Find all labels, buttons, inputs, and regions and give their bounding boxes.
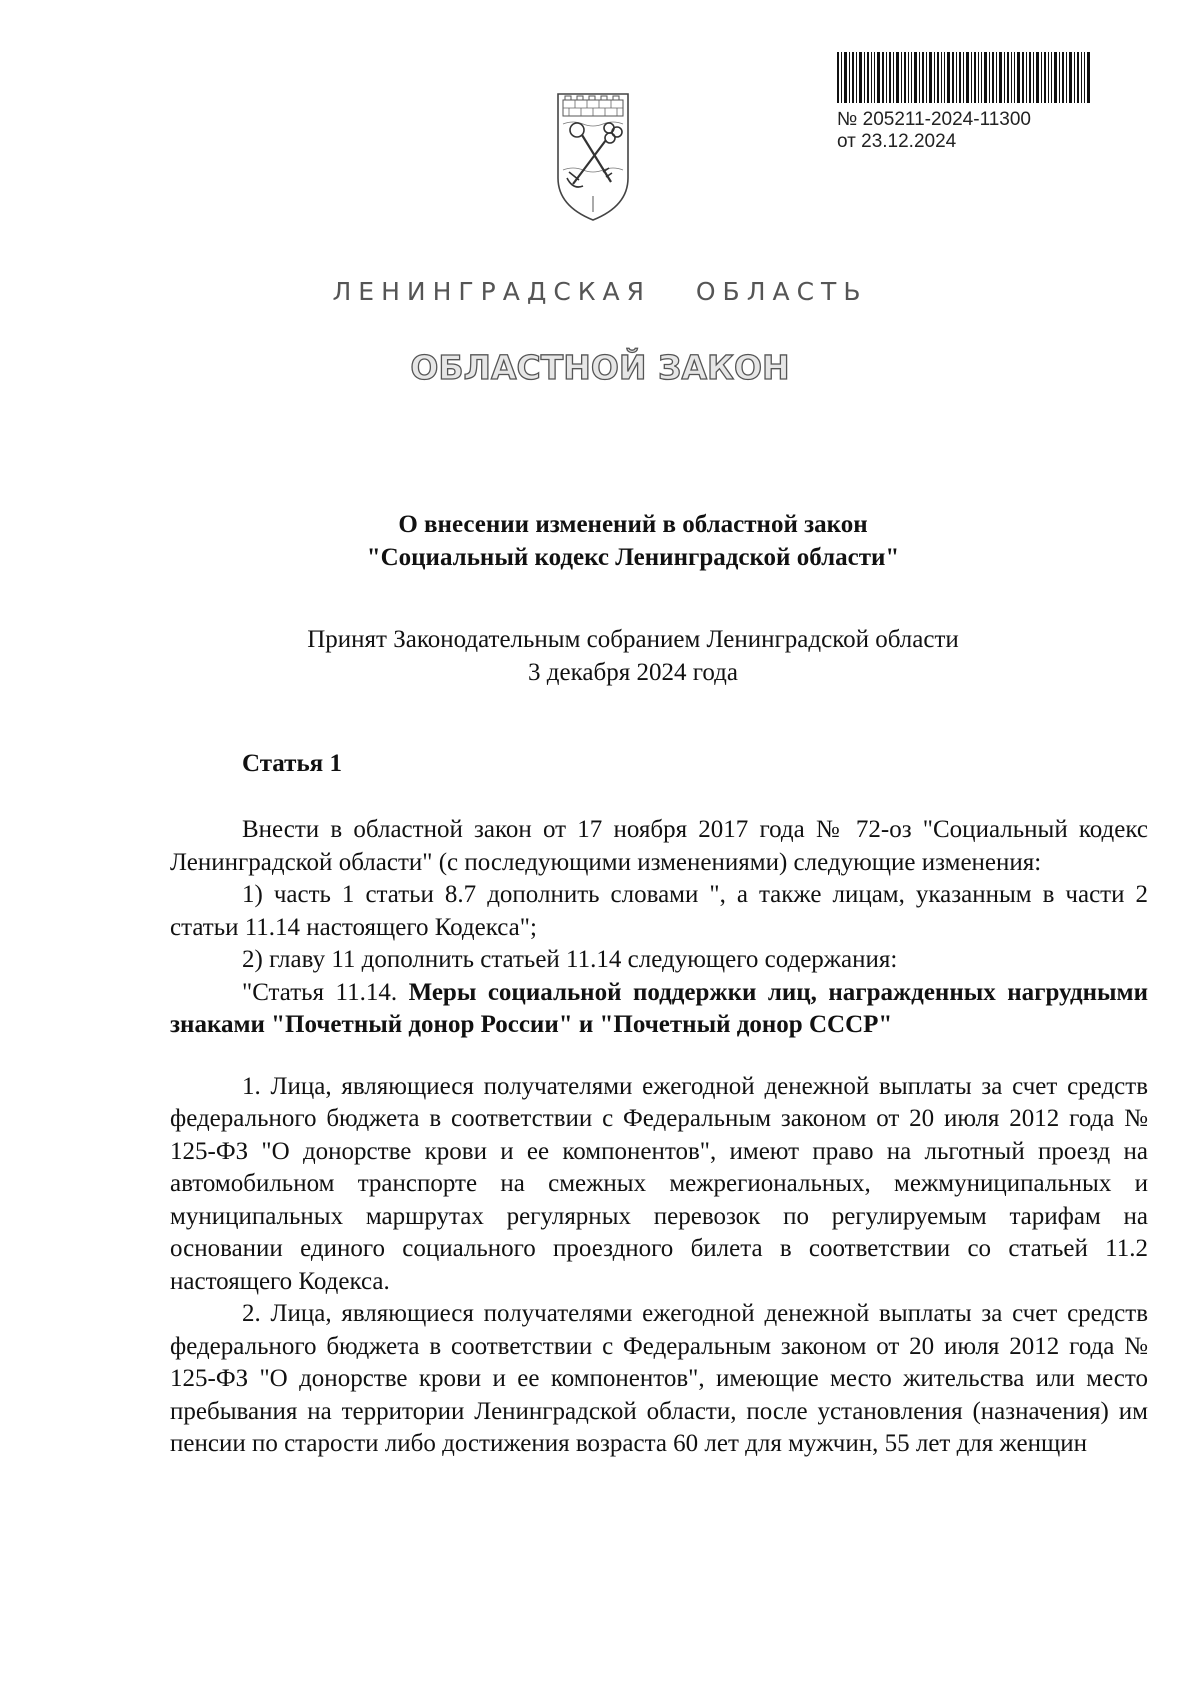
article-intro: Внести в областной закон от 17 ноября 2017 года № 72-оз "Социальный кодекс Ленинградской области" (с последующими изменениями) следующие изменения: bbox=[170, 816, 1148, 876]
new-article-heading bbox=[170, 977, 1148, 1042]
amendment-item-1: 1) часть 1 статьи 8.7 дополнить словами ", а также лицам, указанным в части 2 статьи 11.14 настоящего Кодекса"; bbox=[170, 881, 1148, 941]
article-heading: Статья 1 bbox=[242, 750, 342, 777]
new-article-paragraph-2: 2. Лица, являющиеся получателями ежегодной денежной выплаты за счет средств федерального бюджета в соответствии с Федеральным законом от 20 июля 2012 года № 125-ФЗ "О донорстве крови и ее компонентов", имеющие место жительства или место пребывания на территории Ленинградской области, после установления (назначения) им пенсии по старости либо достижения возраста 60 лет для мужчин, 55 лет для женщин bbox=[170, 1300, 1148, 1457]
new-article-paragraph-1: 1. Лица, являющиеся получателями ежегодной денежной выплаты за счет средств федерального бюджета в соответствии с Федеральным законом от 20 июля 2012 года № 125-ФЗ "О донорстве крови и ее компонентов", имеют право на льготный проезд на автомобильном транспорте на смежных межрегиональных, межмуниципальных и муниципальных маршрутах регулярных перевозок по регулируемым тарифам на основании единого социального проездного билета в соответствии со статьей 11.2 настоящего Кодекса. bbox=[170, 1072, 1148, 1295]
article-body bbox=[170, 814, 1148, 1461]
amendment-item-2: 2) главу 11 дополнить статьей 11.14 следующего содержания: bbox=[242, 946, 898, 973]
registration-block bbox=[837, 52, 1097, 153]
coat-of-arms-emblem bbox=[553, 86, 633, 224]
registration-date: от 23.12.2024 bbox=[837, 131, 957, 152]
law-title bbox=[0, 508, 1200, 574]
adoption-note bbox=[0, 623, 1200, 689]
region-name: ЛЕНИНГРАДСКАЯ ОБЛАСТЬ bbox=[332, 277, 868, 306]
barcode-icon bbox=[837, 52, 1090, 103]
new-article-title: Меры социальной поддержки лиц, награжденных нагрудными знаками "Почетный донор России" и "Почетный донор СССР" bbox=[170, 978, 1148, 1038]
law-title-line: "Социальный кодекс Ленинградской области" bbox=[366, 544, 900, 571]
registration-number: № 205211-2024-11300 bbox=[837, 109, 1031, 130]
adoption-body: Принят Законодательным собранием Ленинградской области bbox=[307, 626, 959, 653]
new-article-prefix: "Статья 11.14. bbox=[242, 978, 409, 1006]
law-type-heading: ОБЛАСТНОЙ ЗАКОН bbox=[410, 348, 790, 387]
adoption-date: 3 декабря 2024 года bbox=[528, 659, 738, 686]
law-title-line: О внесении изменений в областной закон bbox=[398, 511, 868, 538]
